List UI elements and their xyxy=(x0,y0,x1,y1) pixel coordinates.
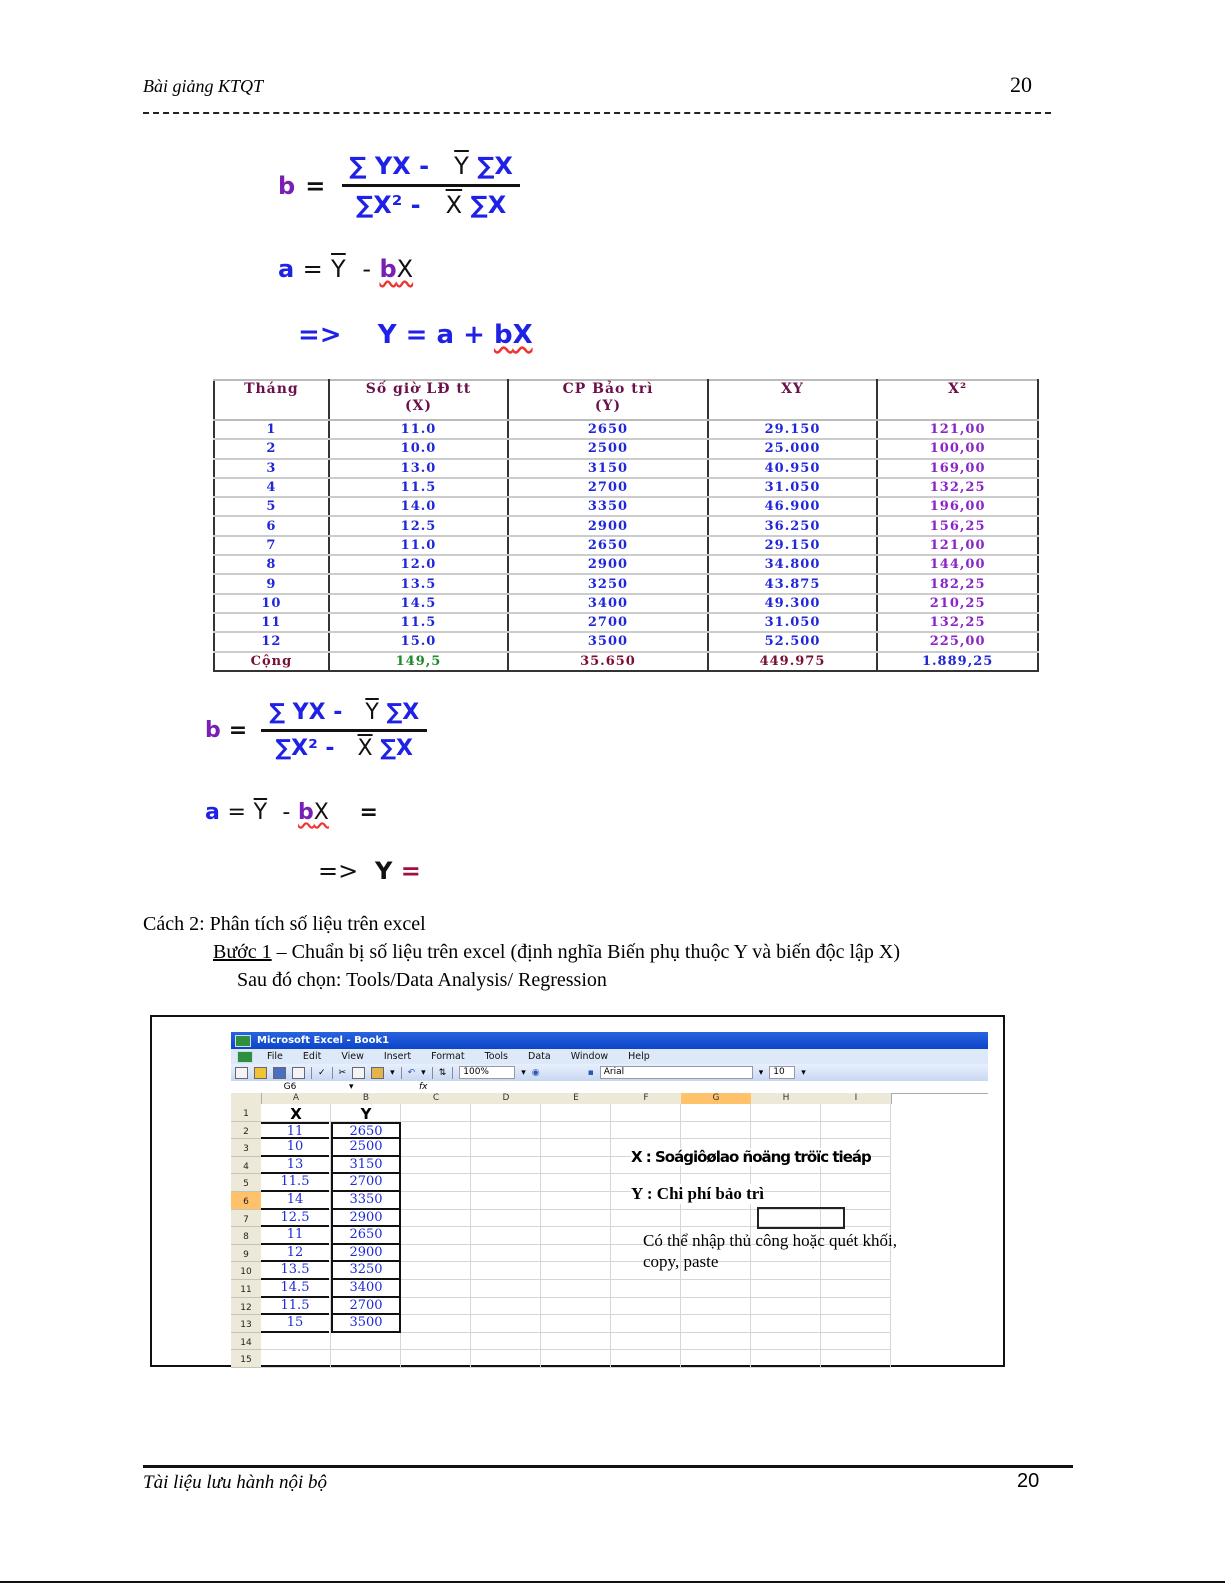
cell-x-value[interactable]: 13.5 xyxy=(261,1262,329,1280)
table-cell: 14.0 xyxy=(329,497,508,516)
toolbar-separator xyxy=(452,1067,453,1079)
gridline xyxy=(540,1104,541,1368)
dropdown-arrow-icon[interactable]: ▾ xyxy=(421,1067,426,1078)
cell-x-value[interactable]: 10 xyxy=(261,1139,329,1157)
table-cell: 100,00 xyxy=(877,439,1038,458)
y-bar: $\overline{Y}$ xyxy=(454,152,469,180)
row-header-4[interactable]: 4 xyxy=(231,1157,261,1175)
method-title: Cách 2: Phân tích số liệu trên excel xyxy=(143,913,426,935)
table-cell: 2700 xyxy=(508,613,707,632)
row-header-3[interactable]: 3 xyxy=(231,1139,261,1157)
table-cell: 449.975 xyxy=(708,652,878,671)
table-row xyxy=(214,459,1038,478)
gridline xyxy=(261,1367,891,1368)
cut-icon[interactable]: ✂ xyxy=(338,1067,347,1078)
table-cell: 2650 xyxy=(508,536,707,555)
help-icon[interactable]: ◉ xyxy=(531,1067,540,1078)
header-page-number: 20 xyxy=(1010,72,1032,97)
table-cell: 35.650 xyxy=(508,652,707,671)
column-header-i[interactable]: I xyxy=(821,1093,892,1104)
table-cell: 6 xyxy=(214,516,329,535)
table-cell: 34.800 xyxy=(708,555,878,574)
table-cell: 52.500 xyxy=(708,632,878,651)
gridline xyxy=(610,1104,611,1368)
header-title: Bài giảng KTQT xyxy=(143,76,264,96)
table-cell: 3 xyxy=(214,459,329,478)
numerator xyxy=(335,152,527,184)
table-cell: 3250 xyxy=(508,574,707,593)
cell-header-y[interactable]: Y xyxy=(360,1105,372,1123)
table-cell: 31.050 xyxy=(708,478,878,497)
table-cell: 3350 xyxy=(508,497,707,516)
row-header-11[interactable]: 11 xyxy=(231,1280,261,1298)
implies-arrow: => xyxy=(318,857,359,885)
table-cell: 11.0 xyxy=(329,536,508,555)
a-symbol: a xyxy=(205,800,220,825)
note-x-definition: X : Soágiôølao ñoäng tröïc tieáp xyxy=(631,1148,871,1166)
table-row xyxy=(214,574,1038,593)
table-cell: 10 xyxy=(214,594,329,613)
equals-sign: = xyxy=(305,171,326,200)
equals-sign: = xyxy=(400,857,421,885)
column-header-e[interactable]: E xyxy=(541,1093,612,1104)
table-cell: 132,25 xyxy=(877,478,1038,497)
table-cell: 225,00 xyxy=(877,632,1038,651)
formula-b-calculation xyxy=(205,700,433,761)
x-symbol: X xyxy=(512,320,533,350)
row-header-15[interactable]: 15 xyxy=(231,1350,261,1368)
excel-title-bar xyxy=(231,1032,988,1049)
footer-page-number: 20 xyxy=(1017,1470,1040,1492)
table-row xyxy=(214,613,1038,632)
b-symbol: b xyxy=(298,800,314,825)
excel-toolbar xyxy=(231,1064,988,1081)
sum-x2: ∑X² - xyxy=(356,191,421,219)
table-cell: 12.5 xyxy=(329,516,508,535)
table-cell: 25.000 xyxy=(708,439,878,458)
table-cell: 182,25 xyxy=(877,574,1038,593)
table-cell: 9 xyxy=(214,574,329,593)
table-cell: 29.150 xyxy=(708,536,878,555)
cell-y-value[interactable]: 3400 xyxy=(331,1280,401,1298)
cell-header-x[interactable]: X xyxy=(290,1105,302,1123)
cell-x-value[interactable]: 14 xyxy=(261,1192,329,1210)
dropdown-arrow-icon[interactable]: ▾ xyxy=(521,1067,526,1078)
step-description: – Chuẩn bị số liệu trên excel (định nghĩa Biến phụ thuộc Y và biến độc lập X) xyxy=(271,941,901,963)
cell-y-value[interactable]: 2650 xyxy=(331,1227,401,1245)
denominator xyxy=(261,729,427,761)
equals-sign: = xyxy=(227,800,246,825)
y-bar: $\overline{Y}$ xyxy=(253,800,268,825)
b-symbol: b xyxy=(278,171,296,200)
spellcheck-icon[interactable]: ✓ xyxy=(318,1067,326,1078)
table-cell: 12.0 xyxy=(329,555,508,574)
table-cell: 2900 xyxy=(508,555,707,574)
a-symbol: a xyxy=(278,255,295,283)
menu-file[interactable]: File xyxy=(267,1051,283,1062)
x-bar: X xyxy=(396,255,414,283)
row-header-6[interactable]: 6 xyxy=(231,1192,261,1210)
dropdown-arrow-icon[interactable]: ▾ xyxy=(758,1067,764,1078)
minus-sign: - xyxy=(282,800,291,825)
table-cell: 11.5 xyxy=(329,478,508,497)
sum-yx: ∑ YX - xyxy=(349,152,430,180)
table-cell: 3500 xyxy=(508,632,707,651)
toolbar-separator xyxy=(401,1067,402,1079)
table-cell: 132,25 xyxy=(877,613,1038,632)
footer-title: Tài liệu lưu hành nội bộ xyxy=(143,1472,328,1493)
table-cell: 2900 xyxy=(508,516,707,535)
table-cell: 3150 xyxy=(508,459,707,478)
row-header-1[interactable]: 1 xyxy=(231,1104,261,1122)
window-title: Microsoft Excel - Book1 xyxy=(257,1035,390,1046)
row-header-9[interactable]: 9 xyxy=(231,1245,261,1263)
table-cell: 7 xyxy=(214,536,329,555)
table-cell: 149,5 xyxy=(329,652,508,671)
menu-edit[interactable]: Edit xyxy=(302,1051,322,1062)
equals-sign: = xyxy=(302,255,323,283)
table-cell: 29.150 xyxy=(708,420,878,439)
x-bar: $\overline{X}$ xyxy=(357,736,373,761)
cell-x-value[interactable]: 11 xyxy=(261,1227,329,1245)
save-icon[interactable] xyxy=(273,1067,286,1079)
cell-y-value[interactable]: 3150 xyxy=(331,1157,401,1175)
row-header-10[interactable]: 10 xyxy=(231,1262,261,1280)
cell-y-value[interactable]: 3250 xyxy=(331,1262,401,1280)
column-header-c[interactable]: C xyxy=(401,1093,472,1104)
note-y-definition: Y : Chi phí bảo trì xyxy=(631,1184,765,1203)
sort-ascending-icon[interactable]: ⇅ xyxy=(438,1067,447,1078)
table-row xyxy=(214,594,1038,613)
copy-icon[interactable] xyxy=(352,1067,365,1079)
cell-y-value[interactable]: 2900 xyxy=(331,1210,401,1228)
cell-x-value[interactable]: 14.5 xyxy=(261,1280,329,1298)
step-label: Bước 1 xyxy=(213,941,272,963)
sum-x2: ∑X² - xyxy=(275,736,335,761)
menu-view[interactable]: View xyxy=(341,1051,364,1062)
formula-regression-line xyxy=(298,320,533,350)
table-cell: 169,00 xyxy=(877,459,1038,478)
menu-insert[interactable]: Insert xyxy=(383,1051,412,1062)
toolbar-separator xyxy=(311,1067,312,1079)
denominator xyxy=(342,184,520,219)
table-cell: 10.0 xyxy=(329,439,508,458)
zoom-select[interactable]: 100% xyxy=(459,1066,515,1079)
sum-x: ∑X xyxy=(470,191,507,219)
toolbar-options-icon[interactable]: ▪ xyxy=(587,1067,594,1078)
fraction xyxy=(255,700,433,761)
table-cell: 121,00 xyxy=(877,536,1038,555)
table-cell: 3400 xyxy=(508,594,707,613)
x-bar: X xyxy=(313,800,329,825)
table-cell: 36.250 xyxy=(708,516,878,535)
new-icon[interactable] xyxy=(235,1067,248,1079)
row-header-14[interactable]: 14 xyxy=(231,1333,261,1351)
table-cell: 144,00 xyxy=(877,555,1038,574)
table-cell: 1.889,25 xyxy=(877,652,1038,671)
table-cell: 11.0 xyxy=(329,420,508,439)
dropdown-arrow-icon[interactable]: ▾ xyxy=(390,1067,395,1078)
workbook-icon xyxy=(237,1051,253,1063)
table-cell: 196,00 xyxy=(877,497,1038,516)
table-cell: Cộng xyxy=(214,652,329,671)
fx-icon[interactable]: fx xyxy=(419,1082,428,1092)
table-cell: 121,00 xyxy=(877,420,1038,439)
header-divider xyxy=(143,112,1051,114)
excel-logo-icon xyxy=(235,1035,251,1047)
menu-format[interactable]: Format xyxy=(431,1051,465,1062)
table-cell: 4 xyxy=(214,478,329,497)
row-header-2[interactable]: 2 xyxy=(231,1122,261,1140)
b-symbol: b xyxy=(379,255,397,283)
paste-icon[interactable] xyxy=(371,1067,384,1079)
table-row xyxy=(214,478,1038,497)
table-cell: 43.875 xyxy=(708,574,878,593)
b-symbol: b xyxy=(493,320,513,350)
sum-yx: ∑ YX - xyxy=(269,700,343,725)
toolbar-separator xyxy=(432,1067,433,1079)
cell-x-value[interactable]: 13 xyxy=(261,1157,329,1175)
cell-x-value[interactable]: 15 xyxy=(261,1315,329,1333)
y-equals-a-plus: Y = a + xyxy=(377,320,494,350)
gridline xyxy=(261,1349,891,1350)
menu-data[interactable]: Data xyxy=(528,1051,551,1062)
menu-tools[interactable]: Tools xyxy=(484,1051,508,1062)
table-row xyxy=(214,497,1038,516)
fraction xyxy=(335,152,527,219)
b-symbol: b xyxy=(205,718,221,743)
table-cell: 13.5 xyxy=(329,574,508,593)
note-input-instruction: Có thể nhập thủ công hoặc quét khối, copy, paste xyxy=(643,1231,898,1271)
cell-x-value[interactable]: 12.5 xyxy=(261,1210,329,1228)
table-cell: 49.300 xyxy=(708,594,878,613)
minus-sign: - xyxy=(362,255,372,283)
select-all-corner[interactable] xyxy=(231,1093,262,1104)
cell-y-value[interactable]: 2700 xyxy=(331,1298,401,1316)
table-cell: 1 xyxy=(214,420,329,439)
cell-y-value[interactable]: 2650 xyxy=(331,1122,401,1140)
table-cell: 2700 xyxy=(508,478,707,497)
undo-icon[interactable]: ↶ xyxy=(407,1067,416,1078)
selected-cell-g6[interactable] xyxy=(757,1207,845,1229)
header-hours-x: Số giờ LĐ tt (X) xyxy=(329,380,508,420)
table-cell: 12 xyxy=(214,632,329,651)
sum-x: ∑X xyxy=(386,700,420,725)
row-header-7[interactable]: 7 xyxy=(231,1210,261,1228)
table-cell: 2500 xyxy=(508,439,707,458)
font-size-select[interactable]: 10 xyxy=(769,1066,795,1079)
table-cell: 15.0 xyxy=(329,632,508,651)
y-bar: $\overline{Y}$ xyxy=(365,700,379,725)
table-total-row xyxy=(214,652,1038,671)
table-row xyxy=(214,439,1038,458)
table-cell: 11.5 xyxy=(329,613,508,632)
sum-x: ∑X xyxy=(380,736,414,761)
row-header-8[interactable]: 8 xyxy=(231,1227,261,1245)
column-header-b[interactable]: B xyxy=(331,1093,402,1104)
gridline xyxy=(470,1104,471,1368)
table-cell: 2 xyxy=(214,439,329,458)
column-header-g[interactable]: G xyxy=(681,1093,752,1104)
header-xy: XY xyxy=(708,380,878,420)
dropdown-arrow-icon[interactable]: ▾ xyxy=(801,1067,806,1078)
y-symbol: Y xyxy=(374,857,393,885)
table-row xyxy=(214,555,1038,574)
table-row xyxy=(214,420,1038,439)
table-cell: 8 xyxy=(214,555,329,574)
table-cell: 156,25 xyxy=(877,516,1038,535)
excel-menu-bar xyxy=(231,1049,988,1064)
table-row xyxy=(214,536,1038,555)
page-edge xyxy=(0,1581,1225,1583)
equals-sign: = xyxy=(228,718,248,743)
cell-x-value[interactable]: 11.5 xyxy=(261,1174,329,1192)
table-row xyxy=(214,516,1038,535)
column-header-d[interactable]: D xyxy=(471,1093,542,1104)
header-month: Tháng xyxy=(214,380,329,420)
table-row xyxy=(214,632,1038,651)
implies-arrow: => xyxy=(298,320,342,350)
name-box-dropdown-icon[interactable]: ▾ xyxy=(349,1082,354,1092)
column-header-f[interactable]: F xyxy=(611,1093,682,1104)
x-bar: $\overline{X}$ xyxy=(445,191,463,219)
row-header-5[interactable]: 5 xyxy=(231,1174,261,1192)
menu-help[interactable]: Help xyxy=(628,1051,650,1062)
formula-y-result xyxy=(318,857,421,885)
footer-divider xyxy=(143,1465,1073,1468)
then-instruction: Sau đó chọn: Tools/Data Analysis/ Regression xyxy=(237,969,607,991)
header-x-squared: X² xyxy=(877,380,1038,420)
excel-window xyxy=(231,1032,988,1366)
cell-y-value[interactable]: 3350 xyxy=(331,1192,401,1210)
menu-window[interactable]: Window xyxy=(570,1051,609,1062)
table-cell: 40.950 xyxy=(708,459,878,478)
table-cell: 46.900 xyxy=(708,497,878,516)
regression-data-table xyxy=(213,379,1039,672)
cell-x-value[interactable]: 12 xyxy=(261,1245,329,1263)
name-box[interactable]: G6 xyxy=(231,1082,349,1092)
formula-b xyxy=(278,152,527,219)
table-cell: 210,25 xyxy=(877,594,1038,613)
excel-screenshot-frame xyxy=(150,1015,1005,1367)
column-header-h[interactable]: H xyxy=(751,1093,822,1104)
toolbar-separator xyxy=(332,1067,333,1079)
sum-x: ∑X xyxy=(477,152,513,180)
cell-y-value[interactable]: 2700 xyxy=(331,1174,401,1192)
table-cell: 5 xyxy=(214,497,329,516)
row-header-13[interactable]: 13 xyxy=(231,1315,261,1333)
y-bar: $\overline{Y}$ xyxy=(331,255,346,283)
column-header-a[interactable]: A xyxy=(261,1093,332,1104)
table-cell: 11 xyxy=(214,613,329,632)
cell-y-value[interactable]: 2900 xyxy=(331,1245,401,1263)
cell-y-value[interactable]: 2500 xyxy=(331,1139,401,1157)
table-cell: 31.050 xyxy=(708,613,878,632)
formula-a xyxy=(278,255,413,283)
print-icon[interactable] xyxy=(292,1067,305,1079)
table-header-row xyxy=(214,380,1038,420)
font-select[interactable]: Arial xyxy=(600,1066,753,1079)
cell-x-value[interactable]: 11 xyxy=(261,1122,329,1140)
table-cell: 13.0 xyxy=(329,459,508,478)
numerator xyxy=(255,700,433,729)
table-cell: 14.5 xyxy=(329,594,508,613)
row-header-12[interactable]: 12 xyxy=(231,1298,261,1316)
header-cost-y: CP Bảo trì (Y) xyxy=(508,380,707,420)
step-1-text xyxy=(213,941,900,964)
cell-y-value[interactable]: 3500 xyxy=(331,1315,401,1333)
open-icon[interactable] xyxy=(254,1067,267,1079)
formula-a-calculation xyxy=(205,800,378,825)
equals-sign: = xyxy=(359,800,378,825)
table-cell: 2650 xyxy=(508,420,707,439)
cell-x-value[interactable]: 11.5 xyxy=(261,1298,329,1316)
